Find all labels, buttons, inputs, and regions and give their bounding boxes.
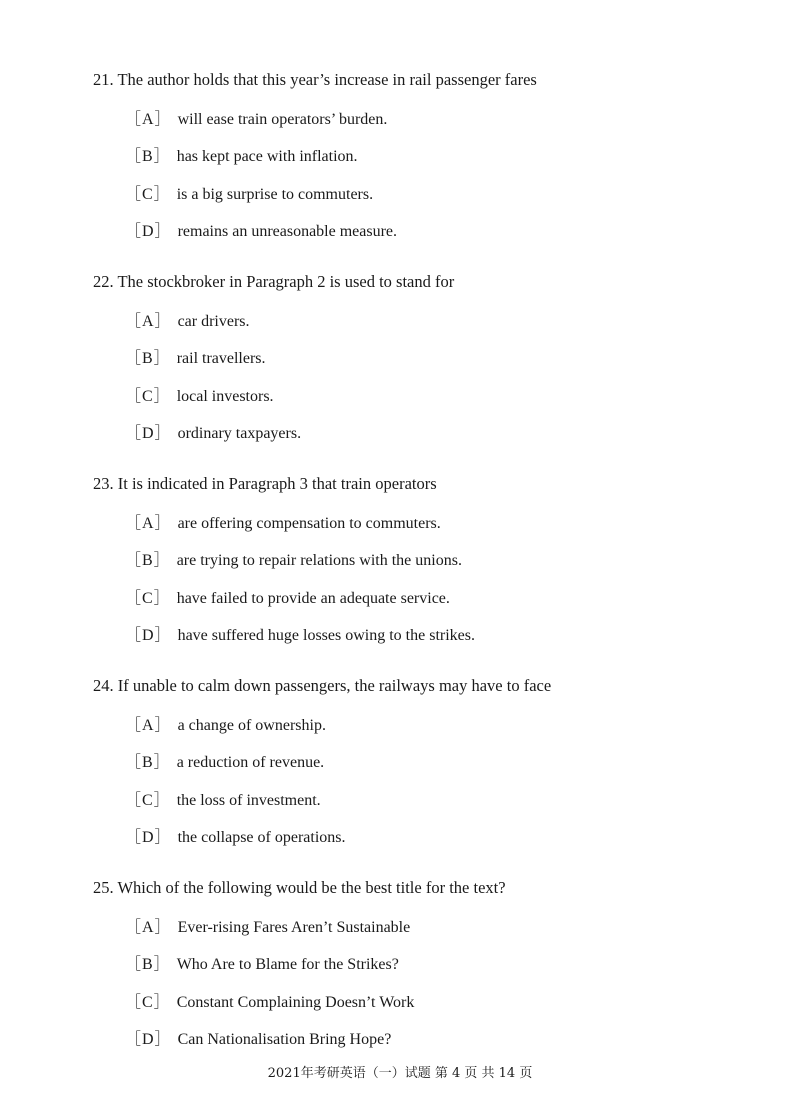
option-label: ［C］ <box>125 388 171 405</box>
option-label: ［A］ <box>125 111 172 128</box>
question-23-option-c <box>125 585 450 608</box>
option-text: rail travellers. <box>176 350 266 367</box>
option-text: Ever-rising Fares Aren’t Sustainable <box>177 919 411 936</box>
option-label: ［D］ <box>125 829 172 846</box>
question-25-option-a <box>125 914 410 937</box>
option-text: is a big surprise to commuters. <box>176 186 374 203</box>
option-label: ［A］ <box>125 717 172 734</box>
page-footer: 2021年考研英语（一）试题 第 4 页 共 14 页 <box>267 1066 533 1081</box>
question-23-stem: 23. It is indicated in Paragraph 3 that train operators <box>93 474 437 493</box>
question-25-option-c <box>125 989 414 1012</box>
question-23-option-d <box>125 622 475 645</box>
option-text: Who Are to Blame for the Strikes? <box>176 956 399 973</box>
option-text: have failed to provide an adequate service. <box>176 590 450 607</box>
option-label: ［B］ <box>125 350 171 367</box>
option-label: ［B］ <box>125 148 171 165</box>
question-21-option-c <box>125 181 373 204</box>
option-label: ［A］ <box>125 515 172 532</box>
question-22-option-a <box>125 308 250 331</box>
option-label: ［D］ <box>125 223 172 240</box>
option-text: remains an unreasonable measure. <box>177 223 398 240</box>
option-text: Constant Complaining Doesn’t Work <box>176 994 415 1011</box>
question-23-option-b <box>125 547 462 570</box>
question-24-option-b <box>125 749 324 772</box>
option-label: ［C］ <box>125 186 171 203</box>
option-text: are trying to repair relations with the unions. <box>176 552 462 569</box>
question-21-option-b <box>125 143 358 166</box>
option-label: ［B］ <box>125 552 171 569</box>
option-label: ［C］ <box>125 994 171 1011</box>
option-label: ［B］ <box>125 754 171 771</box>
question-22-option-c <box>125 383 274 406</box>
option-text: the loss of investment. <box>176 792 321 809</box>
option-label: ［A］ <box>125 313 172 330</box>
option-text: car drivers. <box>177 313 250 330</box>
option-text: a reduction of revenue. <box>176 754 325 771</box>
option-label: ［A］ <box>125 919 172 936</box>
question-21-option-d <box>125 218 397 241</box>
question-24-option-d <box>125 824 346 847</box>
option-text: have suffered huge losses owing to the strikes. <box>177 627 475 644</box>
question-23-option-a <box>125 510 441 533</box>
option-text: will ease train operators’ burden. <box>177 111 388 128</box>
option-label: ［D］ <box>125 425 172 442</box>
option-label: ［C］ <box>125 792 171 809</box>
option-text: local investors. <box>176 388 274 405</box>
option-label: ［C］ <box>125 590 171 607</box>
option-text: the collapse of operations. <box>177 829 346 846</box>
question-21-stem: 21. The author holds that this year’s increase in rail passenger fares <box>93 70 537 89</box>
question-24-option-c <box>125 787 321 810</box>
question-22-stem: 22. The stockbroker in Paragraph 2 is used to stand for <box>93 272 455 291</box>
option-label: ［B］ <box>125 956 171 973</box>
option-text: a change of ownership. <box>177 717 326 734</box>
question-22-option-b <box>125 345 266 368</box>
option-text: Can Nationalisation Bring Hope? <box>177 1031 392 1048</box>
option-label: ［D］ <box>125 627 172 644</box>
question-25-option-d <box>125 1026 391 1049</box>
question-24-option-a <box>125 712 326 735</box>
question-24-stem: 24. If unable to calm down passengers, the railways may have to face <box>93 676 552 695</box>
option-text: has kept pace with inflation. <box>176 148 358 165</box>
option-text: ordinary taxpayers. <box>177 425 302 442</box>
question-21-option-a <box>125 106 387 129</box>
option-text: are offering compensation to commuters. <box>177 515 441 532</box>
question-22-option-d <box>125 420 301 443</box>
question-25-stem: 25. Which of the following would be the best title for the text? <box>93 878 506 897</box>
option-label: ［D］ <box>125 1031 172 1048</box>
question-25-option-b <box>125 951 399 974</box>
